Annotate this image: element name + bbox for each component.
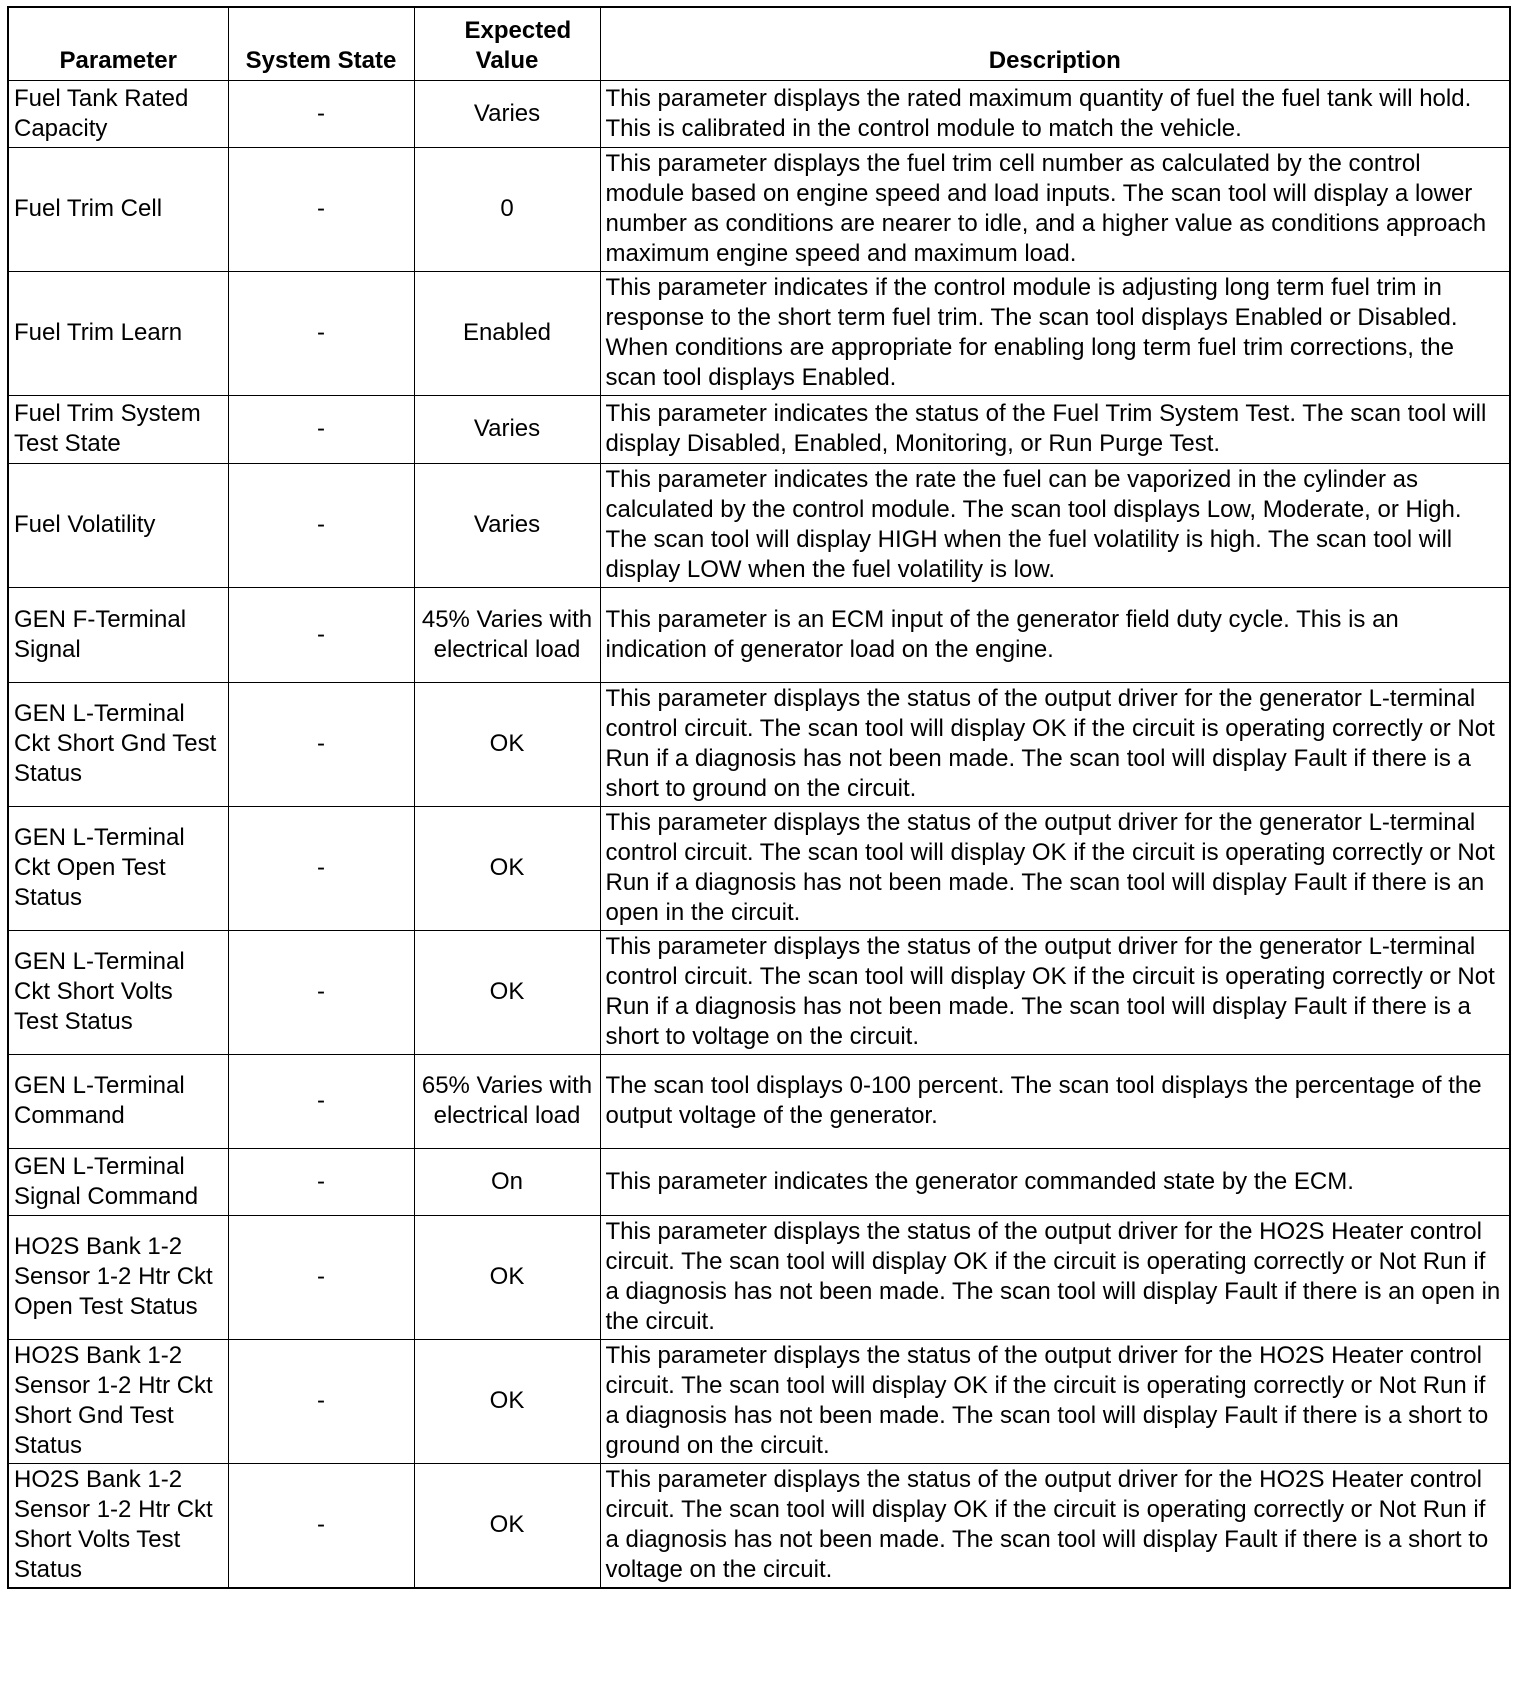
table-row	[8, 1464, 1510, 1589]
parameter-cell: Fuel Trim Cell	[8, 148, 228, 272]
parameter-cell: GEN L-Terminal Ckt Open Test Status	[8, 807, 228, 931]
parameter-cell: HO2S Bank 1-2 Sensor 1-2 Htr Ckt Short Gnd Test Status	[8, 1340, 228, 1464]
system-state-cell: -	[228, 148, 414, 272]
system-state-cell: -	[228, 1149, 414, 1216]
expected-value-cell: 0	[414, 148, 600, 272]
expected-value-cell: Enabled	[414, 272, 600, 396]
system-state-cell: -	[228, 683, 414, 807]
parameter-cell: Fuel Trim System Test State	[8, 396, 228, 464]
system-state-cell: -	[228, 396, 414, 464]
expected-value-cell: OK	[414, 1340, 600, 1464]
description-cell: This parameter indicates the generator commanded state by the ECM.	[600, 1149, 1510, 1216]
description-cell: This parameter displays the fuel trim cell number as calculated by the control module based on engine speed and load inputs. The scan tool will display a lower number as conditions are nearer to idle, and a higher value as conditions approach maximum engine speed and maximum load.	[600, 148, 1510, 272]
parameter-table-container	[7, 6, 1511, 1589]
system-state-cell: -	[228, 1340, 414, 1464]
table-row	[8, 807, 1510, 931]
parameter-cell: Fuel Tank Rated Capacity	[8, 81, 228, 148]
expected-value-cell: On	[414, 1149, 600, 1216]
system-state-cell: -	[228, 272, 414, 396]
parameter-table	[7, 6, 1511, 1589]
expected-value-cell: OK	[414, 931, 600, 1055]
parameter-cell: HO2S Bank 1-2 Sensor 1-2 Htr Ckt Short Volts Test Status	[8, 1464, 228, 1589]
expected-value-cell: OK	[414, 1216, 600, 1340]
parameter-cell: GEN L-Terminal Command	[8, 1055, 228, 1149]
description-cell: This parameter indicates if the control module is adjusting long term fuel trim in response to the short term fuel trim. The scan tool displays Enabled or Disabled. When conditions are appropriate for enabling long term fuel trim corrections, the scan tool displays Enabled.	[600, 272, 1510, 396]
header-description: Description	[600, 7, 1510, 81]
expected-value-cell: Varies	[414, 81, 600, 148]
description-cell: This parameter indicates the rate the fuel can be vaporized in the cylinder as calculated by the control module. The scan tool displays Low, Moderate, or High. The scan tool will display HIGH when the fuel volatility is high. The scan tool will display LOW when the fuel volatility is low.	[600, 464, 1510, 588]
table-row	[8, 1340, 1510, 1464]
description-cell: This parameter indicates the status of the Fuel Trim System Test. The scan tool will display Disabled, Enabled, Monitoring, or Run Purge Test.	[600, 396, 1510, 464]
system-state-cell: -	[228, 1055, 414, 1149]
system-state-cell: -	[228, 1464, 414, 1589]
system-state-cell: -	[228, 81, 414, 148]
table-row	[8, 148, 1510, 272]
expected-value-cell: OK	[414, 1464, 600, 1589]
table-row	[8, 272, 1510, 396]
description-cell: This parameter displays the rated maximum quantity of fuel the fuel tank will hold. This is calibrated in the control module to match the vehicle.	[600, 81, 1510, 148]
parameter-cell: HO2S Bank 1-2 Sensor 1-2 Htr Ckt Open Test Status	[8, 1216, 228, 1340]
table-row	[8, 683, 1510, 807]
parameter-cell: Fuel Trim Learn	[8, 272, 228, 396]
table-row	[8, 81, 1510, 148]
parameter-cell: GEN L-Terminal Signal Command	[8, 1149, 228, 1216]
parameter-cell: Fuel Volatility	[8, 464, 228, 588]
description-cell: This parameter is an ECM input of the generator field duty cycle. This is an indication of generator load on the engine.	[600, 588, 1510, 683]
parameter-cell: GEN F-Terminal Signal	[8, 588, 228, 683]
table-row	[8, 588, 1510, 683]
table-row	[8, 1055, 1510, 1149]
table-row	[8, 1149, 1510, 1216]
expected-value-cell: Varies	[414, 464, 600, 588]
description-cell: This parameter displays the status of the output driver for the generator L-terminal control circuit. The scan tool will display OK if the circuit is operating correctly or Not Run if a diagnosis has not been made. The scan tool will display Fault if there is a short to voltage on the circuit.	[600, 931, 1510, 1055]
description-cell: This parameter displays the status of the output driver for the generator L-terminal control circuit. The scan tool will display OK if the circuit is operating correctly or Not Run if a diagnosis has not been made. The scan tool will display Fault if there is a short to ground on the circuit.	[600, 683, 1510, 807]
header-parameter: Parameter	[8, 7, 228, 81]
table-row	[8, 464, 1510, 588]
expected-value-cell: Varies	[414, 396, 600, 464]
table-row	[8, 931, 1510, 1055]
expected-value-cell: OK	[414, 683, 600, 807]
description-cell: This parameter displays the status of the output driver for the HO2S Heater control circuit. The scan tool will display OK if the circuit is operating correctly or Not Run if a diagnosis has not been made. The scan tool will display Fault if there is a short to ground on the circuit.	[600, 1340, 1510, 1464]
description-cell: This parameter displays the status of the output driver for the generator L-terminal control circuit. The scan tool will display OK if the circuit is operating correctly or Not Run if a diagnosis has not been made. The scan tool will display Fault if there is an open in the circuit.	[600, 807, 1510, 931]
system-state-cell: -	[228, 464, 414, 588]
table-header-row	[8, 7, 1510, 81]
header-expected-value: Expected Value	[414, 7, 600, 81]
expected-value-cell: OK	[414, 807, 600, 931]
parameter-cell: GEN L-Terminal Ckt Short Volts Test Status	[8, 931, 228, 1055]
expected-value-cell: 65% Varies with electrical load	[414, 1055, 600, 1149]
header-system-state: System State	[228, 7, 414, 81]
parameter-cell: GEN L-Terminal Ckt Short Gnd Test Status	[8, 683, 228, 807]
table-row	[8, 396, 1510, 464]
description-cell: This parameter displays the status of the output driver for the HO2S Heater control circuit. The scan tool will display OK if the circuit is operating correctly or Not Run if a diagnosis has not been made. The scan tool will display Fault if there is a short to voltage on the circuit.	[600, 1464, 1510, 1589]
system-state-cell: -	[228, 807, 414, 931]
system-state-cell: -	[228, 1216, 414, 1340]
expected-value-cell: 45% Varies with electrical load	[414, 588, 600, 683]
description-cell: This parameter displays the status of the output driver for the HO2S Heater control circuit. The scan tool will display OK if the circuit is operating correctly or Not Run if a diagnosis has not been made. The scan tool will display Fault if there is an open in the circuit.	[600, 1216, 1510, 1340]
description-cell: The scan tool displays 0-100 percent. The scan tool displays the percentage of the output voltage of the generator.	[600, 1055, 1510, 1149]
table-row	[8, 1216, 1510, 1340]
system-state-cell: -	[228, 931, 414, 1055]
system-state-cell: -	[228, 588, 414, 683]
